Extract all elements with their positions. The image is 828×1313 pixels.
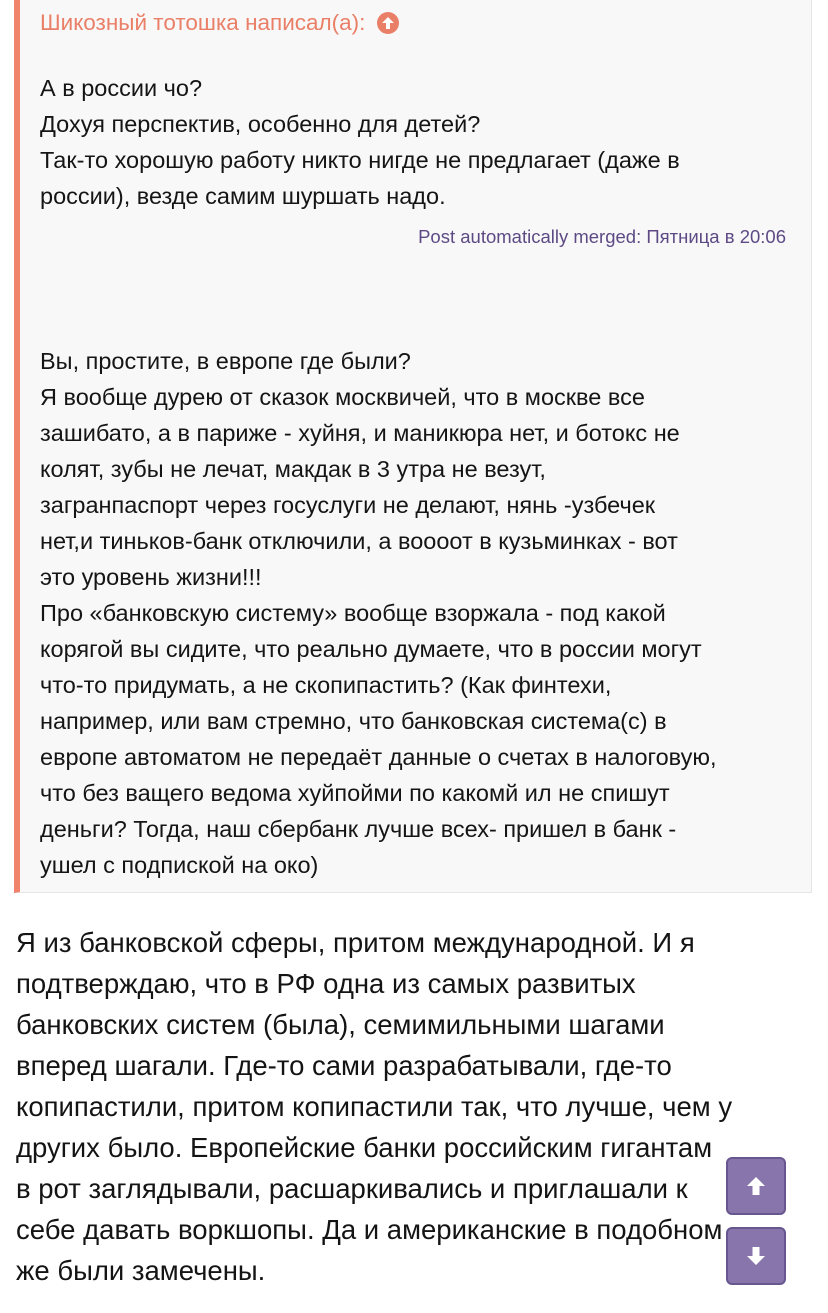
reply-line: других было. Европейские банки российским гигантам bbox=[16, 1132, 713, 1163]
quote-line: ушел с подпиской на око) bbox=[40, 852, 319, 878]
reply-line: подтверждаю, что в РФ одна из самых развитых bbox=[16, 968, 636, 999]
quote-line: Про «банковскую систему» вообще взоржала - под какой bbox=[40, 600, 666, 626]
reply-line: копипастили, притом копипастили так, что лучше, чем у bbox=[16, 1091, 733, 1122]
quote-line: деньги? Тогда, наш сбербанк лучше всех- пришел в банк - bbox=[40, 816, 677, 842]
quote-text-part2 bbox=[40, 343, 717, 883]
quote-author-link[interactable] bbox=[40, 10, 399, 36]
quote-line: Дохуя перспектив, особенно для детей? bbox=[40, 111, 481, 137]
quote-line: А в россии чо? bbox=[40, 75, 203, 101]
quote-line: россии), везде самим шуршать надо. bbox=[40, 183, 446, 209]
quote-line: это уровень жизни!!! bbox=[40, 564, 262, 590]
arrow-down-icon bbox=[744, 1244, 768, 1268]
quote-line: Так-то хорошую работу никто нигде не предлагает (даже в bbox=[40, 147, 680, 173]
reply-text bbox=[16, 922, 732, 1291]
quote-line: колят, зубы не лечат, макдак в 3 утра не везут, bbox=[40, 456, 546, 482]
quote-line: например, или вам стремно, что банковская система(с) в bbox=[40, 708, 667, 734]
scroll-down-button[interactable] bbox=[726, 1227, 786, 1285]
reply-line: банковских систем (была), семимильными шагами bbox=[16, 1009, 665, 1040]
auto-merge-note: Post automatically merged: Пятница в 20:06 bbox=[418, 226, 786, 247]
reply-line: Я из банковской сферы, притом международной. И я bbox=[16, 927, 695, 958]
quote-line: корягой вы сидите, что реально думаете, что в россии могут bbox=[40, 636, 702, 662]
quote-line: Вы, простите, в европе где были? bbox=[40, 348, 411, 374]
reply-line: вперед шагали. Где-то сами разрабатывали, где-то bbox=[16, 1050, 672, 1081]
quote-line: загранпаспорт через госуслуги не делают, нянь -узбечек bbox=[40, 492, 656, 518]
quote-line: Я вообще дурею от сказок москвичей, что в москве все bbox=[40, 384, 645, 410]
quote-block bbox=[14, 0, 812, 893]
quote-line: что без ващего ведома хуйпойми по какомй ил не спишут bbox=[40, 780, 670, 806]
quote-author-text[interactable]: Шикозный тотошка написал(а): bbox=[40, 10, 366, 35]
reply-line: же были замечены. bbox=[16, 1255, 266, 1286]
arrow-up-circle-icon[interactable] bbox=[377, 12, 399, 34]
quote-line: зашибато, а в париже - хуйня, и маникюра нет, и ботокс не bbox=[40, 420, 680, 446]
scroll-up-button[interactable] bbox=[726, 1157, 786, 1215]
arrow-up-icon bbox=[744, 1174, 768, 1198]
quote-line: что-то придумать, а не скопипастить? (Как финтехи, bbox=[40, 672, 612, 698]
quote-text-part1 bbox=[40, 70, 680, 214]
reply-line: в рот заглядывали, расшаркивались и приглашали к bbox=[16, 1173, 688, 1204]
quote-line: нет,и тиньков-банк отключили, а воооот в кузьминках - вот bbox=[40, 528, 678, 554]
quote-line: европе автоматом не передаёт данные о счетах в налоговую, bbox=[40, 744, 717, 770]
reply-line: себе давать воркшопы. Да и американские в подобном bbox=[16, 1214, 723, 1245]
